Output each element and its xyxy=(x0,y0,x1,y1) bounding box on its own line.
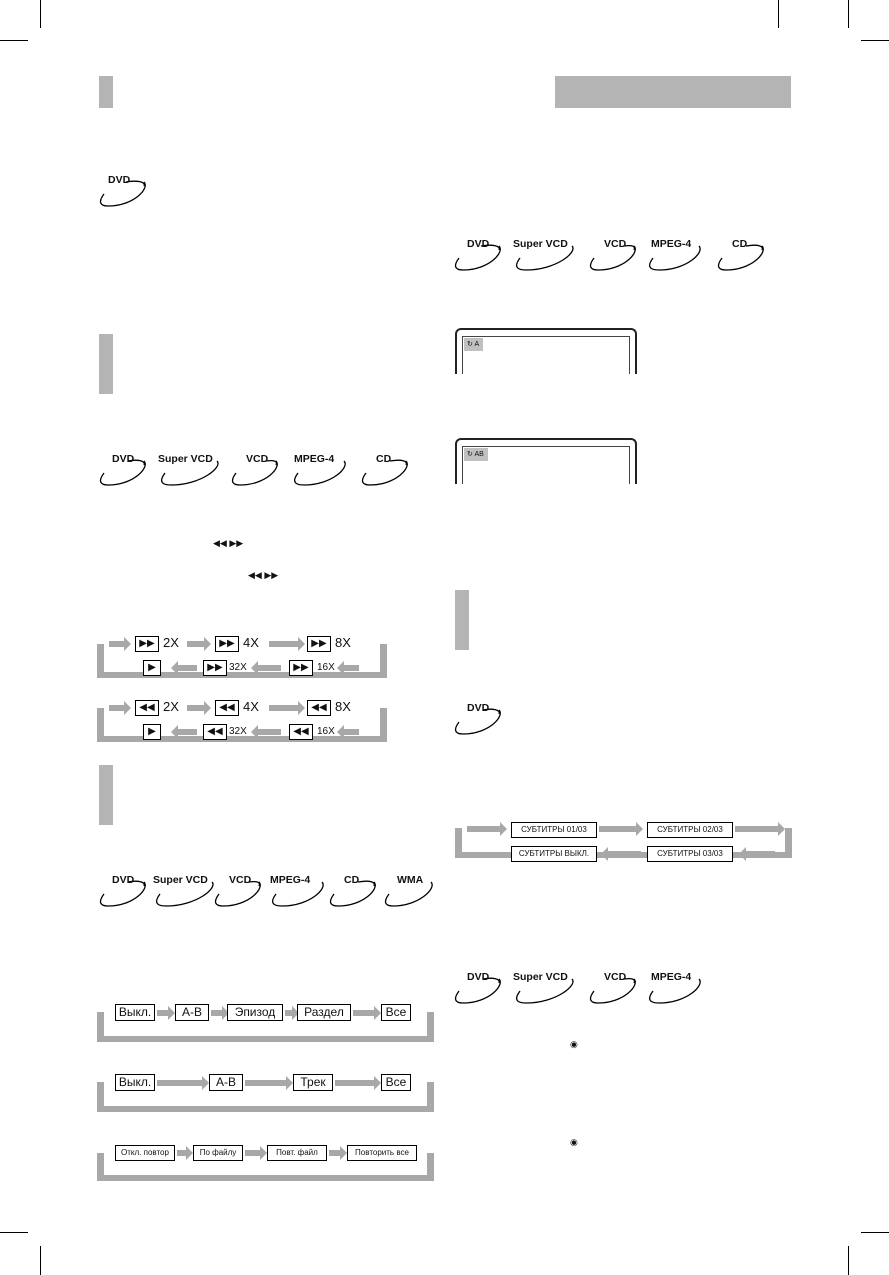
play-icon: ▶ xyxy=(143,660,161,676)
fast-forward-icon: ▶▶ xyxy=(215,636,239,652)
crop-mark xyxy=(40,0,41,28)
mpeg4-label: MPEG-4 xyxy=(270,874,311,886)
super-vcd-badge xyxy=(510,973,570,1009)
repeat-loop-icon: ↻ xyxy=(467,451,473,458)
fast-forward-icon: ▶▶ xyxy=(289,660,313,676)
osd-repeat-indicator xyxy=(464,338,483,351)
rewind-icon: ◀◀ xyxy=(215,700,239,716)
rewind-icon: ◀◀ xyxy=(203,724,227,740)
speed-label: 2X xyxy=(163,635,179,650)
mpeg4-badge xyxy=(645,240,705,276)
wma-label: WMA xyxy=(397,874,424,886)
repeat-option: Трек xyxy=(293,1074,333,1091)
rewind-diagram xyxy=(97,700,387,742)
fast-forward-icon: ▶▶ xyxy=(135,636,159,652)
osd-repeat-indicator xyxy=(464,448,488,461)
osd-screen-a xyxy=(455,328,637,374)
repeat-option: Выкл. xyxy=(115,1004,155,1021)
super-vcd-label: Super VCD xyxy=(153,874,208,886)
mpeg4-label: MPEG-4 xyxy=(651,238,692,250)
fast-forward-icon: ▶▶ xyxy=(203,660,227,676)
crop-mark xyxy=(40,1246,41,1275)
repeat-loop-icon: ↻ xyxy=(467,341,473,348)
speed-label: 8X xyxy=(335,635,351,650)
rewind-forward-icon: ◀◀ ▶▶ xyxy=(213,538,244,548)
crop-mark xyxy=(861,1232,889,1233)
repeat-option: Эпизод xyxy=(227,1004,283,1021)
rewind-forward-icon: ◀◀ ▶▶ xyxy=(248,570,279,580)
repeat-option: Все xyxy=(381,1074,411,1091)
dvd-badge xyxy=(455,240,515,276)
speed-label: 4X xyxy=(243,635,259,650)
fast-forward-diagram xyxy=(97,636,387,678)
section-bar-scan xyxy=(99,334,113,394)
subtitle-option: СУБТИТРЫ 02/03 xyxy=(647,822,733,838)
dvd-label: DVD xyxy=(108,174,131,186)
speed-label: 32X xyxy=(229,726,247,737)
mpeg4-label: MPEG-4 xyxy=(651,971,692,983)
crop-mark xyxy=(861,40,889,41)
dvd-badge xyxy=(455,973,515,1009)
page-header-bar xyxy=(555,76,791,108)
mpeg4-badge xyxy=(645,973,705,1009)
wma-badge xyxy=(383,876,443,912)
rewind-icon: ◀◀ xyxy=(135,700,159,716)
osd-a-label: A xyxy=(474,341,480,348)
vcd-label: VCD xyxy=(604,238,627,250)
super-vcd-badge xyxy=(150,876,210,912)
angle-eye-icon: ◉ xyxy=(570,1039,578,1049)
crop-mark xyxy=(778,0,779,28)
osd-ab-label: AB xyxy=(474,451,484,458)
speed-label: 4X xyxy=(243,699,259,714)
subtitle-option: СУБТИТРЫ 01/03 xyxy=(511,822,597,838)
crop-mark xyxy=(0,40,28,41)
crop-mark xyxy=(848,1246,849,1275)
repeat-option: По файлу xyxy=(193,1145,243,1161)
super-vcd-label: Super VCD xyxy=(513,971,568,983)
repeat-option: Раздел xyxy=(297,1004,351,1021)
cd-badge xyxy=(362,455,422,491)
super-vcd-label: Super VCD xyxy=(513,238,568,250)
fast-forward-icon: ▶▶ xyxy=(307,636,331,652)
repeat-option: Повторить все xyxy=(347,1145,417,1161)
vcd-badge xyxy=(590,240,650,276)
section-header-bar xyxy=(99,76,113,108)
repeat-cd-diagram xyxy=(97,1074,434,1112)
repeat-option: A-B xyxy=(175,1004,209,1021)
repeat-option: Выкл. xyxy=(115,1074,155,1091)
cd-label: CD xyxy=(376,453,392,465)
crop-mark xyxy=(0,1232,28,1233)
super-vcd-label: Super VCD xyxy=(158,453,213,465)
mpeg4-badge xyxy=(290,455,350,491)
vcd-badge xyxy=(590,973,650,1009)
section-bar-repeat xyxy=(99,765,113,825)
vcd-badge xyxy=(215,876,275,912)
dvd-badge xyxy=(100,455,160,491)
super-vcd-badge xyxy=(510,240,570,276)
vcd-label: VCD xyxy=(229,874,252,886)
speed-label: 2X xyxy=(163,699,179,714)
dvd-label: DVD xyxy=(112,453,135,465)
section-bar-subtitles xyxy=(455,590,469,650)
speed-label: 16X xyxy=(317,726,335,737)
vcd-label: VCD xyxy=(246,453,269,465)
subtitle-diagram xyxy=(455,822,792,860)
repeat-file-diagram xyxy=(97,1145,434,1181)
rewind-icon: ◀◀ xyxy=(289,724,313,740)
cd-badge xyxy=(330,876,390,912)
repeat-dvd-diagram xyxy=(97,1004,434,1042)
dvd-label: DVD xyxy=(112,874,135,886)
repeat-option: A-B xyxy=(209,1074,243,1091)
dvd-badge xyxy=(455,704,515,740)
cd-badge xyxy=(718,240,778,276)
dvd-label: DVD xyxy=(467,971,490,983)
mpeg4-label: MPEG-4 xyxy=(294,453,335,465)
dvd-label: DVD xyxy=(467,238,490,250)
repeat-option: Откл. повтор xyxy=(115,1145,175,1161)
angle-eye-icon: ◉ xyxy=(570,1137,578,1147)
dvd-label: DVD xyxy=(467,702,490,714)
subtitle-option: СУБТИТРЫ 03/03 xyxy=(647,846,733,862)
dvd-badge xyxy=(100,176,160,212)
crop-mark xyxy=(848,0,849,28)
repeat-option: Все xyxy=(381,1004,411,1021)
speed-label: 16X xyxy=(317,662,335,673)
osd-screen-ab xyxy=(455,438,637,484)
super-vcd-badge xyxy=(155,455,215,491)
cd-label: CD xyxy=(344,874,360,886)
speed-label: 32X xyxy=(229,662,247,673)
subtitle-option: СУБТИТРЫ ВЫКЛ. xyxy=(511,846,597,862)
vcd-label: VCD xyxy=(604,971,627,983)
mpeg4-badge xyxy=(268,876,328,912)
rewind-icon: ◀◀ xyxy=(307,700,331,716)
play-icon: ▶ xyxy=(143,724,161,740)
vcd-badge xyxy=(232,455,292,491)
cd-label: CD xyxy=(732,238,748,250)
speed-label: 8X xyxy=(335,699,351,714)
repeat-option: Повт. файл xyxy=(267,1145,327,1161)
